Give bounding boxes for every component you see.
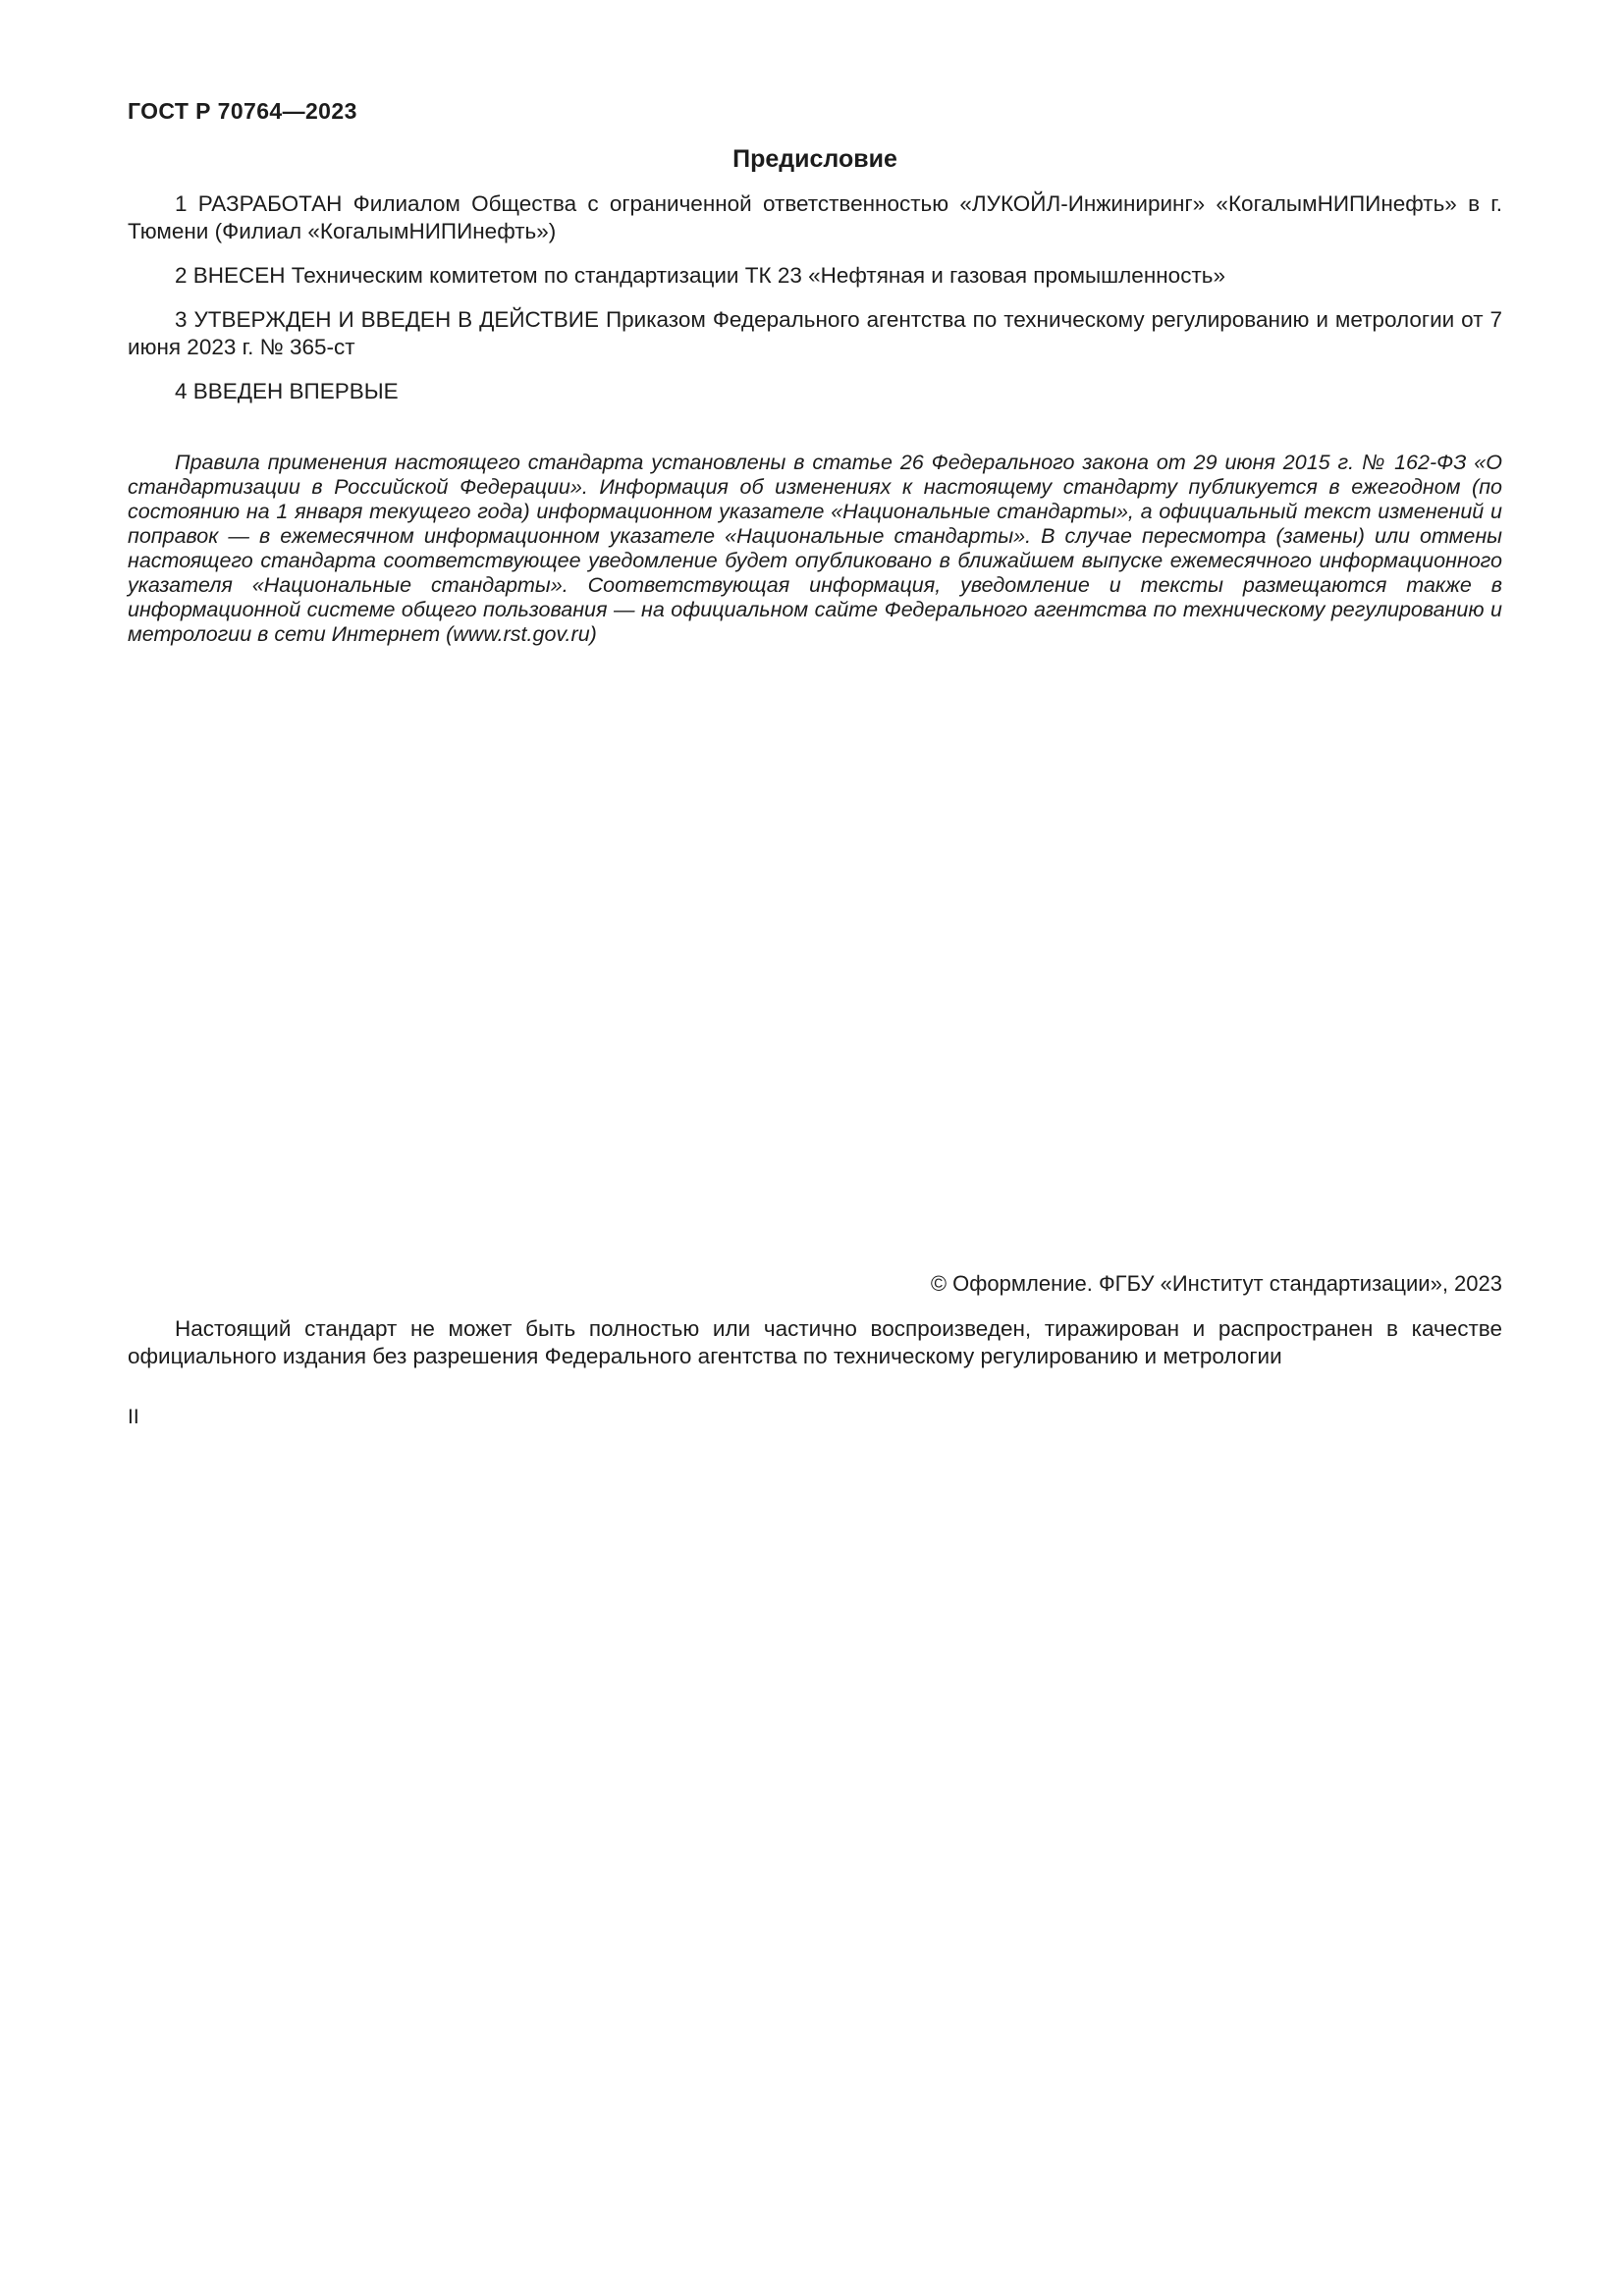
legal-application-notice: Правила применения настоящего стандарта установлены в статье 26 Федерального закона от 29 июня 2015 г. № 162-ФЗ «О стандартизации в Российской Федерации». Информация об изменениях к настоящему стандарту публикуется в ежегодном (по состоянию на 1 января текущего года) информационном указателе «Национальные стандарты», а официальный текст изменений и поправок — в ежемесячном информационном указателе «Национальные стандарты». В случае пересмотра (замены) или отмены настоящего стандарта соответствующее уведомление будет опубликовано в ближайшем выпуске ежемесячного информационного указателя «Национальные стандарты». Соответствующая информация, уведомление и тексты размещаются также в информационной системе общего пользования — на официальном сайте Федерального агентства по техническому регулированию и метрологии в сети Интернет (www.rst.gov.ru) (128, 451, 1502, 646)
foreword-content (128, 190, 1502, 647)
page-number: II (128, 1406, 139, 1428)
foreword-item-developed: 1 РАЗРАБОТАН Филиалом Общества с ограниченной ответственностью «ЛУКОЙЛ-Инжиниринг» «КогалымНИПИнефть» в г. Тюмени (Филиал «КогалымНИПИнефть») (128, 191, 1502, 243)
document-designation: ГОСТ Р 70764—2023 (128, 98, 357, 124)
distribution-restriction-notice: Настоящий стандарт не может быть полностью или частично воспроизведен, тиражирован и распространен в качестве официального издания без разрешения Федерального агентства по техническому регулированию и метрологии (128, 1316, 1502, 1368)
foreword-item-submitted: 2 ВНЕСЕН Техническим комитетом по стандартизации ТК 23 «Нефтяная и газовая промышленность» (175, 263, 1225, 288)
copyright-line: © Оформление. ФГБУ «Институт стандартизации», 2023 (930, 1271, 1502, 1296)
page-title: Предисловие (732, 145, 897, 173)
foreword-item-approved: 3 УТВЕРЖДЕН И ВВЕДЕН В ДЕЙСТВИЕ Приказом Федерального агентства по техническому регулированию и метрологии от 7 июня 2023 г. № 365-ст (128, 307, 1502, 359)
foreword-item-first-edition: 4 ВВЕДЕН ВПЕРВЫЕ (175, 379, 399, 403)
